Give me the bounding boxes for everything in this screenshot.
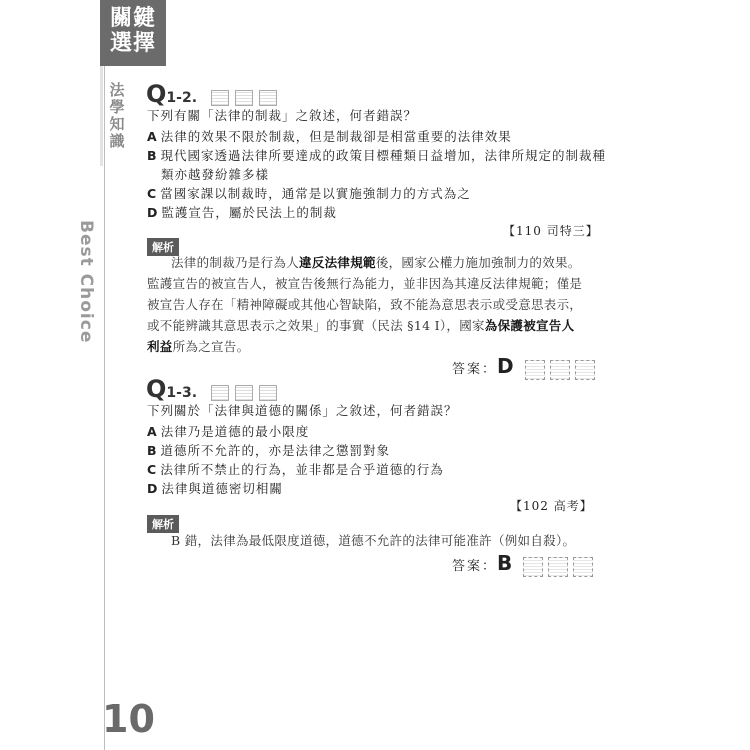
- option-a: A 法律的效果不限於制裁，但是制裁卻是相當重要的法律效果: [147, 129, 512, 144]
- check-box: [211, 385, 229, 401]
- chapter-corner-tab: [100, 0, 166, 66]
- answer-label: 答案：: [452, 559, 498, 574]
- answer-row: [452, 354, 595, 380]
- answer-letter: B: [497, 551, 513, 575]
- answer-box: [575, 360, 595, 380]
- option-b-cont: 類亦越發紛雜多樣: [161, 167, 270, 182]
- checkbox-group: [211, 385, 277, 401]
- question-text: 下列有關「法律的制裁」之敘述，何者錯誤？: [147, 108, 418, 123]
- corner-line2: 選擇: [109, 31, 156, 56]
- check-box: [259, 385, 277, 401]
- check-box: [259, 90, 277, 106]
- side-subject-label: 法學知識: [109, 81, 125, 150]
- corner-line1: 關鍵: [109, 6, 156, 31]
- answer-box: [525, 360, 545, 380]
- q-number: 1-2.: [166, 90, 198, 106]
- checkbox-group: [211, 90, 277, 106]
- answer-box: [548, 557, 568, 577]
- q-letter: Q: [146, 375, 167, 403]
- analysis-tag: 解析: [147, 515, 179, 533]
- analysis-line-2: 監護宣告的被宣告人，被宣告後無行為能力，並非因為其違反法律規範；僅是: [147, 276, 583, 291]
- question-source: 【102 高考】: [510, 499, 593, 513]
- option-d: D 法律與道德密切相關: [147, 481, 283, 496]
- analysis-tag: 解析: [147, 238, 179, 256]
- answer-box: [550, 360, 570, 380]
- answer-label: 答案：: [452, 362, 498, 377]
- check-box: [235, 385, 253, 401]
- answer-box: [573, 557, 593, 577]
- side-rule: [104, 66, 105, 750]
- check-box: [235, 90, 253, 106]
- analysis-line-1: B 錯，法律為最低限度道德，道德不允許的法律可能准許（例如自殺）。: [171, 533, 576, 548]
- page-number: 10: [102, 697, 155, 741]
- analysis-line-4: 或不能辨識其意思表示之效果」的事實（民法 §14 Ⅰ），國家為保護被宣告人: [147, 318, 575, 333]
- option-c: C 當國家課以制裁時，通常是以實施強制力的方式為之: [147, 186, 471, 201]
- question-text: 下列關於「法律與道德的關係」之敘述，何者錯誤？: [147, 403, 458, 418]
- option-a: A 法律乃是道德的最小限度: [147, 424, 310, 439]
- question-source: 【110 司特三】: [503, 224, 599, 238]
- analysis-line-1: 法律的制裁乃是行為人違反法律規範後，國家公權力施加強制力的效果。: [171, 255, 581, 270]
- answer-box: [523, 557, 543, 577]
- side-shade: [100, 66, 103, 166]
- check-box: [211, 90, 229, 106]
- analysis-line-3: 被宣告人存在「精神障礙或其他心智缺陷，致不能為意思表示或受意思表示，: [147, 297, 583, 312]
- answer-letter: D: [497, 354, 514, 378]
- analysis-line-5: 利益所為之宣告。: [147, 339, 250, 354]
- option-d: D 監護宣告，屬於民法上的制裁: [147, 205, 337, 220]
- q-number: 1-3.: [166, 385, 198, 401]
- answer-row: [452, 551, 593, 577]
- option-b: B 現代國家透過法律所要達成的政策目標種類日益增加，法律所規定的制裁種: [147, 148, 607, 163]
- question-1-2-heading: [146, 80, 277, 108]
- option-c: C 法律所不禁止的行為，並非都是合乎道德的行為: [147, 462, 444, 477]
- side-series-label: Best Choice: [76, 220, 96, 344]
- question-1-3-heading: [146, 375, 277, 403]
- option-b: B 道德所不允許的，亦是法律之懲罰對象: [147, 443, 391, 458]
- q-letter: Q: [146, 80, 167, 108]
